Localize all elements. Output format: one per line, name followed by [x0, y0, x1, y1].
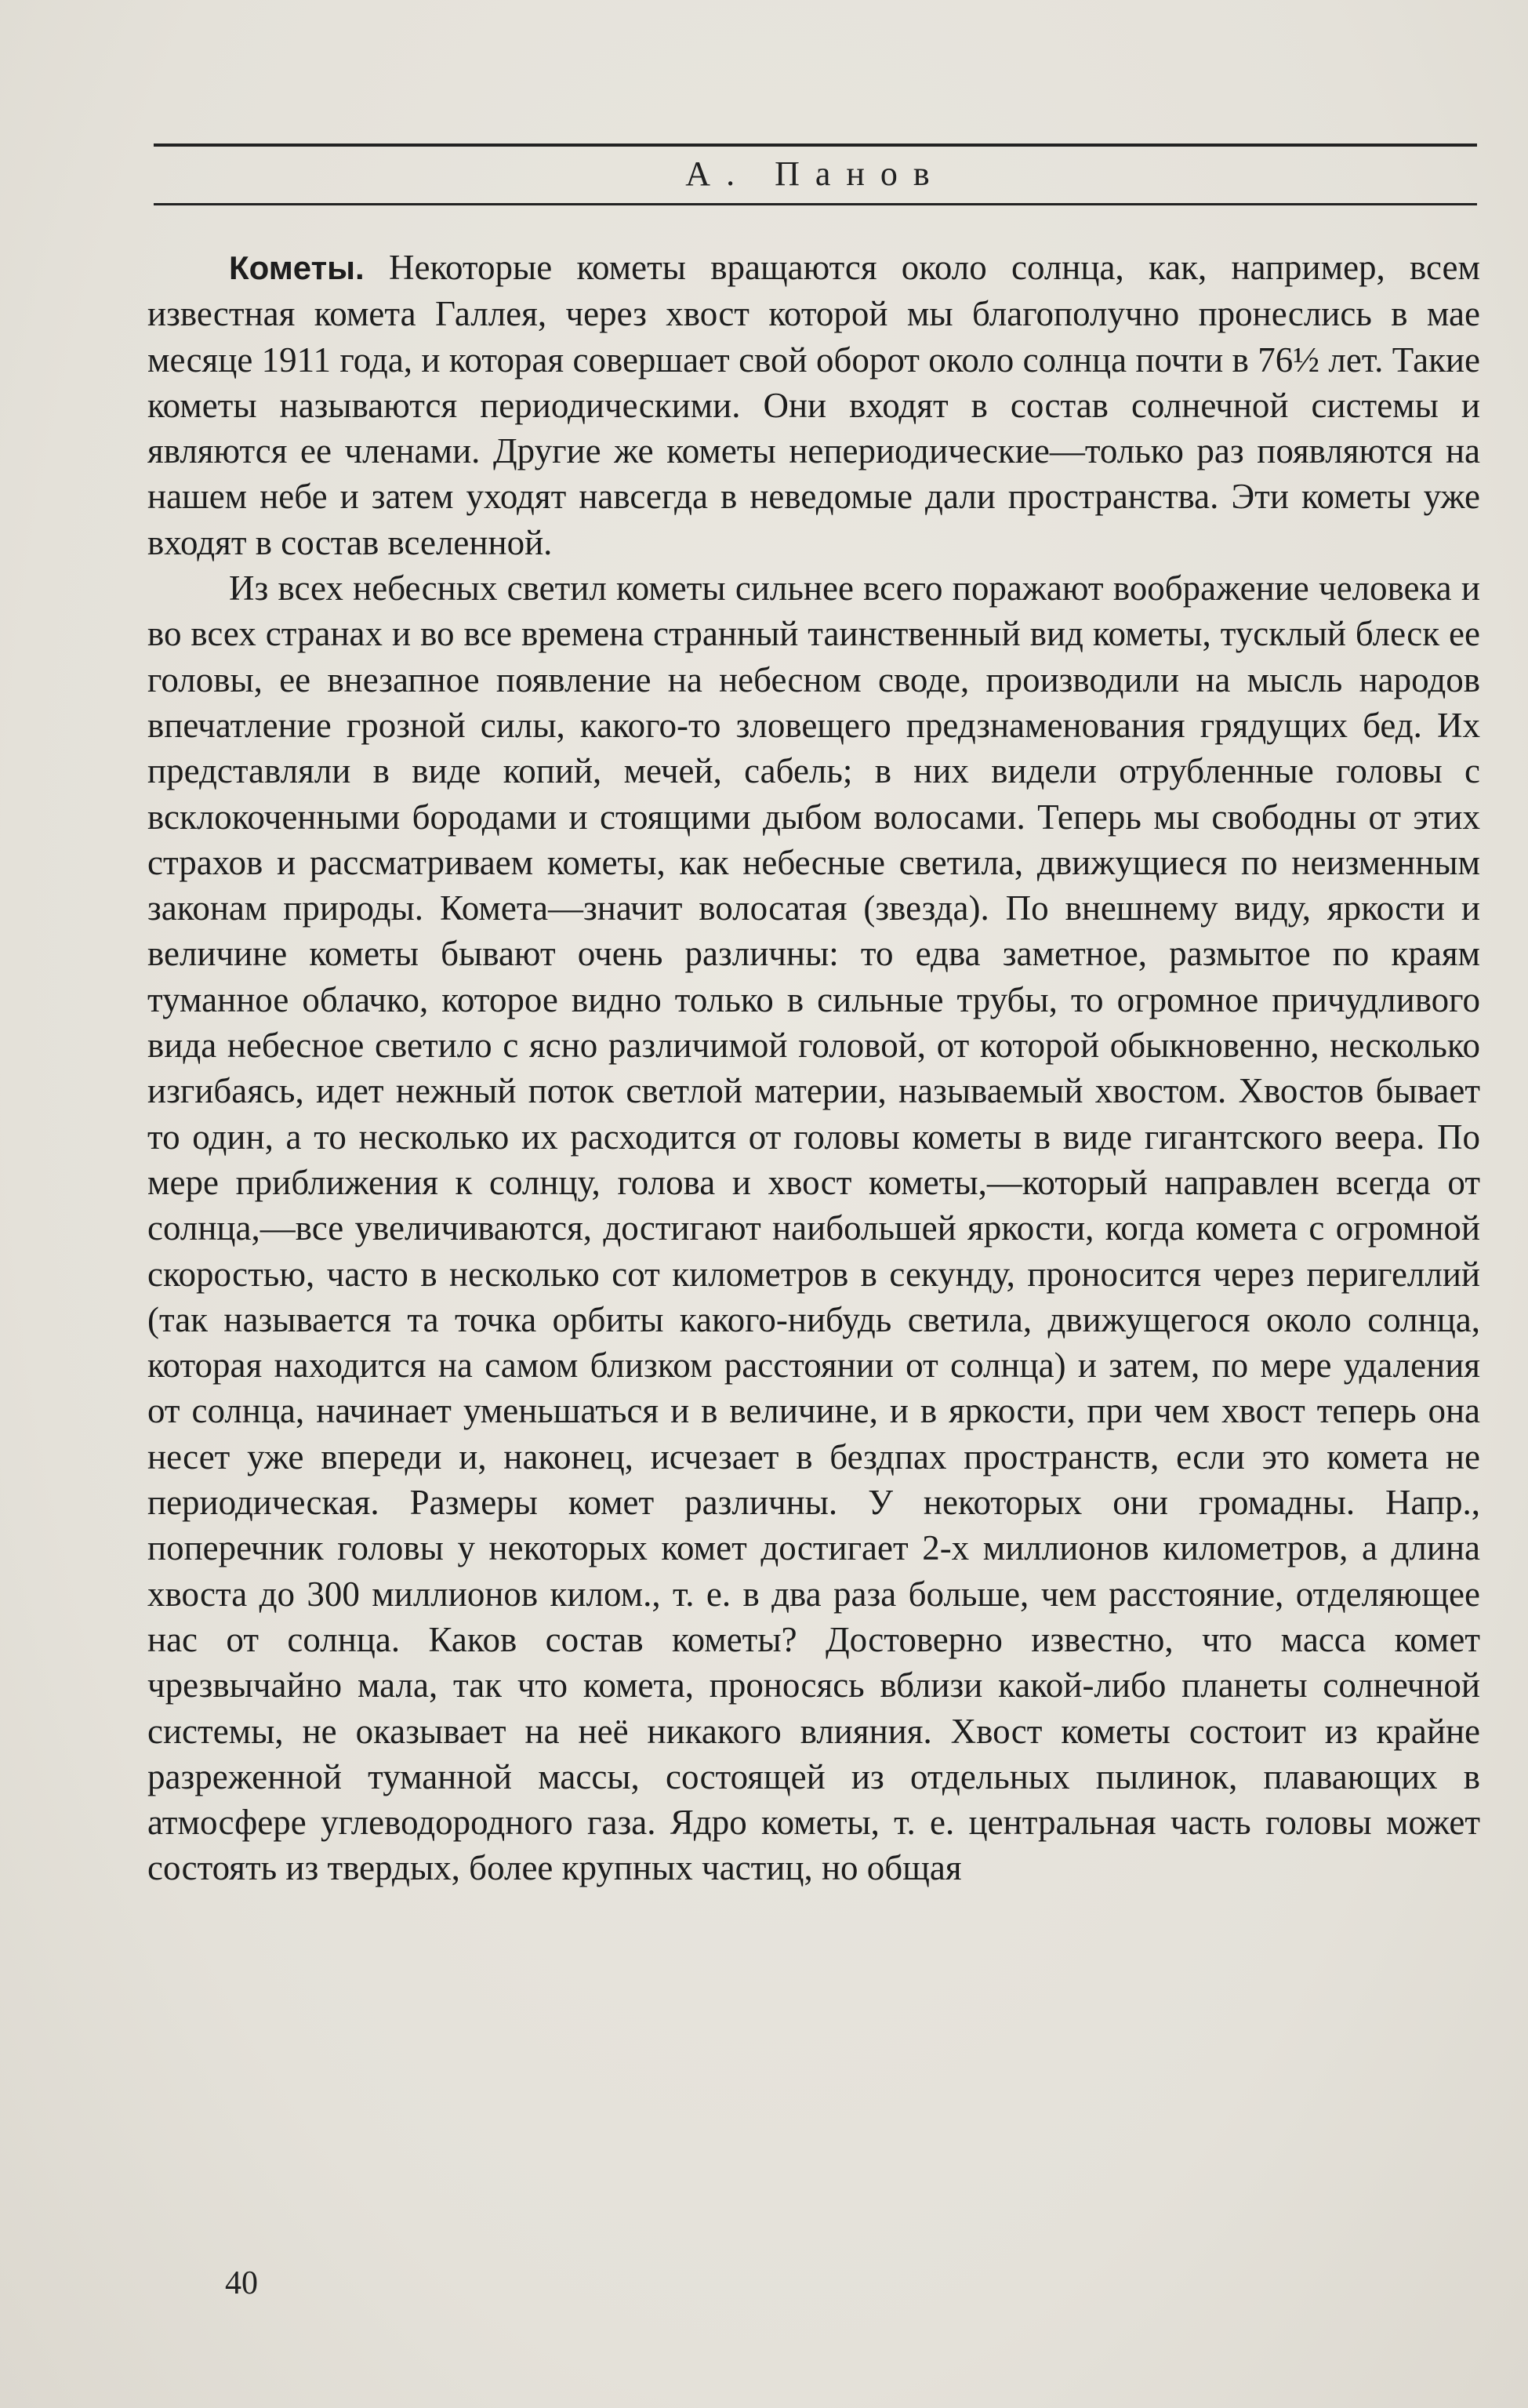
- paragraph-comets-description: Из всех небесных светил кометы сильнее всего поражают воображение человека и во всех странах и во все времена странный таинственный вид кометы, тусклый блеск ее головы, ее внезапное появление на небесном своде, производили на мысль народов впечатление грозной силы, какого-то зловещего предзнаменования грядущих бед. Их представляли в виде копий, мечей, сабель; в них видели отрубленные головы с всклокоченными бородами и стоящими дыбом волосами. Теперь мы свободны от этих страхов и рассматриваем кометы, как небесные светила, движущиеся по неизменным законам природы. Комета—значит волосатая (звезда). По внешнему виду, яркости и величине кометы бывают очень различны: то едва заметное, размытое по краям туманное облачко, которое видно только в сильные трубы, то огромное причудливого вида небесное светило с ясно различимой головой, от которой обыкновенно, несколько изгибаясь, идет нежный поток светлой материи, называемый хвостом. Хвостов бывает то один, а то несколько их расходится от головы кометы в виде гигантского веера. По мере приближения к солнцу, голова и хвост кометы,—который направлен всегда от солнца,—все увеличиваются, достигают наибольшей яркости, когда комета с огромной скоростью, часто в несколько сот километров в секунду, проносится через перигеллий (так называется та точка орбиты какого-нибудь светила, движущегося около солнца, которая находится на самом близком расстоянии от солнца) и затем, по мере удаления от солнца, начинает уменьшаться и в величине, и в яркости, при чем хвост теперь она несет уже впереди и, наконец, исчезает в бездпах пространств, если это комета не периодическая. Размеры комет различны. У некоторых они громадны. Напр., поперечник головы у некоторых комет достигает 2-х миллионов километров, а длина хвоста до 300 миллионов килом., т. е. в два раза больше, чем расстояние, отделяющее нас от солнца. Каков состав кометы? Достоверно известно, что масса комет чрезвычайно мала, так что комета, проносясь вблизи какой-либо планеты солнечной системы, не оказывает на неё никакого влияния. Хвост кометы состоит из крайне разреженной туманной массы, состоящей из отдельных пылинок, плавающих в атмосфере углеводородного газа. Ядро кометы, т. е. центральная часть головы может состоять из твердых, более крупных частиц, но общая: [147, 568, 1480, 1888]
- page-number: 40: [225, 2265, 258, 2301]
- header-rule-bottom: [154, 203, 1477, 205]
- paragraph-1-text: Некоторые кометы вращаются около солнца, как, например, всем известная комета Галлея, через хвост которой мы благополучно пронеслись в мае месяце 1911 года, и которая совершает свой оборот около солнца почти в 76½ лет. Такие кометы называются периодическими. Они входят в состав солнечной системы и являются ее членами. Другие же кометы непериодические—только раз появляются на нашем небе и затем уходят навсегда в неведомые дали пространства. Эти кометы уже входят в состав вселенной.: [147, 248, 1480, 562]
- body-text: [147, 245, 1480, 1891]
- paragraph-comets-intro: [147, 245, 1480, 565]
- header-rule-top: [154, 143, 1477, 147]
- running-head-author: А. Панов: [685, 154, 945, 193]
- run-in-heading: Кометы.: [229, 249, 365, 286]
